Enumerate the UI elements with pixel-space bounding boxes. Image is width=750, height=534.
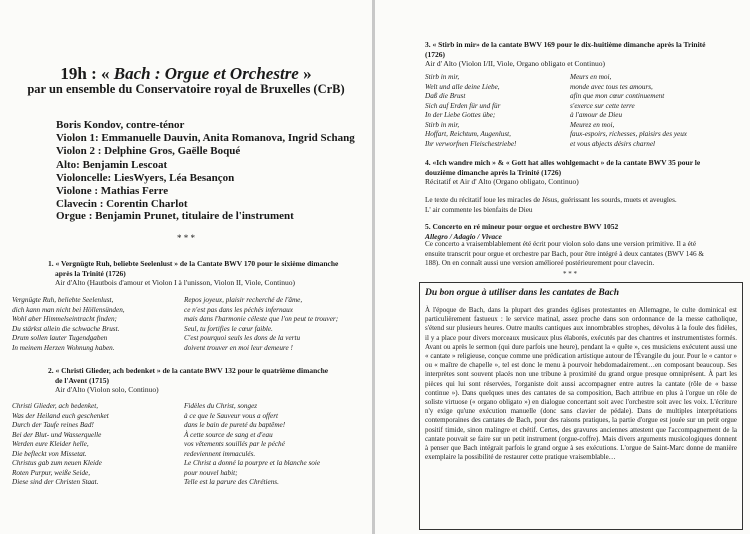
piece-1-french-text <box>184 296 370 353</box>
piece-5-heading <box>425 222 745 241</box>
piece-3-heading <box>425 40 745 69</box>
lyric-line: Die befleckt von Missetat. <box>12 449 87 458</box>
title-main: Bach : Orgue et Orchestre <box>113 64 299 83</box>
lyric-line: Le Christ a donné la pourpre et la blanche soie <box>184 459 321 467</box>
piece-4-occasion: douzième dimanche après la Trinité (1726) <box>425 167 562 177</box>
piece-2-heading <box>48 366 368 395</box>
lyric-line: Ihr verworfnen Fleischestriebe! <box>425 139 517 148</box>
lyric-line: Drum sollen lauter Tugendgaben <box>12 334 108 342</box>
lyric-line: dans le bain de pureté du baptême! <box>184 421 286 429</box>
piece-5-tempo: Allegro / Adagio / Vivace <box>425 231 502 241</box>
piece-5-description <box>425 240 745 269</box>
lyric-line: monde avec tous tes amours, <box>570 82 653 91</box>
description-line: L' air commente les bienfaits de Dieu <box>425 205 533 214</box>
lyric-line: à l'amour de Dieu <box>570 111 623 119</box>
lyric-line: faux-espoirs, richesses, plaisirs des yeux <box>570 130 687 138</box>
lyric-line: à ce que le Sauveur vous a offert <box>184 411 279 420</box>
piece-1-title: 1. « Vergnügte Ruh, beliebte Seelenlust » de la Cantate BWV 170 pour le sixième dimanche <box>48 259 339 268</box>
lyric-line: redeviennent immaculés. <box>184 449 256 458</box>
lyric-line: Roten Purpur, weiße Seide, <box>12 468 91 477</box>
lyric-line: Diese sind der Christen Staat. <box>12 478 99 486</box>
lyric-line: vos vêtements souillés par le péché <box>184 440 285 448</box>
lyric-line: In der Liebe Gottes übe; <box>425 111 496 119</box>
separator-stars: * * * <box>177 233 195 243</box>
left-page <box>0 0 372 534</box>
essay-title: Du bon orgue à utiliser dans les cantates de Bach <box>425 288 619 298</box>
piece-4-scoring: Récitatif et Air d' Alto (Organo obligato, Continuo) <box>425 177 579 187</box>
piece-3-german-text <box>425 73 575 149</box>
description-line: Le texte du récitatif loue les miracles de Jésus, guérissant les sourds, muets et aveugles. <box>425 196 677 204</box>
piece-3-french-text <box>570 73 748 149</box>
lyric-line: Telle est la parure des Chrétiens. <box>184 478 279 486</box>
piece-2-title: 2. « Christi Glieder, ach bedenket » de la cantate BWV 132 pour le quatrième dimanche <box>48 366 329 375</box>
performer-line: Clavecin : Corentin Charlot <box>56 198 188 211</box>
piece-3-occasion: (1726) <box>425 49 445 59</box>
lyric-line: Repos joyeux, plaisir recherché de l'âme, <box>184 296 303 304</box>
performers-list <box>56 119 355 211</box>
piece-2-scoring: Air d'Alto (Violon solo, Continuo) <box>55 385 159 395</box>
lyric-line: Daß die Brust <box>425 92 466 100</box>
concert-subtitle: par un ensemble du Conservatoire royal de Bruxelles (CrB) <box>27 82 345 96</box>
lyric-line: Meurez en moi, <box>570 120 615 129</box>
lyric-line: s'exerce sur cette terre <box>570 101 635 110</box>
lyric-line: À cette source de sang et d'eau <box>184 430 273 439</box>
lyric-line: Stirb in mir, <box>425 120 460 129</box>
lyric-line: Sich auf Erden für und für <box>425 101 501 110</box>
piece-3-title: 3. « Stirb in mir» de la cantate BWV 169 pour le dix-huitième dimanche après la Trinité <box>425 40 706 49</box>
lyric-line: Christus gab zum neuen Kleide <box>12 459 102 467</box>
lyric-line: dich kann man nicht bei Höllensünden, <box>12 305 125 314</box>
piece-1-scoring: Air d'Alto (Hautbois d'amour et Violon I à l'unisson, Violon II, Viole, Continuo) <box>55 278 295 288</box>
lyric-line: Hoffart, Reichtum, Augenlust, <box>425 130 511 138</box>
piece-1-occasion: après la Trinité (1726) <box>55 268 126 278</box>
performer-line: Boris Kondov, contre-ténor <box>56 119 185 131</box>
performer-line: Alto: Benjamin Lescoat <box>56 158 168 171</box>
lyric-line: Stirb in mir, <box>425 73 460 81</box>
piece-4-title: 4. «Ich wandre mich » & « Gott hat alles wohlgemacht » de la cantate BWV 35 pour le <box>425 158 701 167</box>
title-prefix: 19h : « <box>60 64 114 83</box>
title-suffix: » <box>298 64 312 83</box>
concert-title <box>0 64 372 83</box>
piece-1-german-text <box>12 296 182 353</box>
lyric-line: afin que mon cœur continuement <box>570 92 665 100</box>
piece-3-scoring: Air d' Alto (Violon I/II, Viole, Organo obligato et Continuo) <box>425 59 605 69</box>
lyric-line: Welt und alle deine Liebe, <box>425 82 500 91</box>
lyric-line: Christi Glieder, ach bedenket, <box>12 402 99 410</box>
lyric-line: Bei der Blut- und Wasserquelle <box>12 430 102 439</box>
organist-line: Orgue : Benjamin Prunet, titulaire de l'instrument <box>56 210 294 222</box>
description-line: 188). On en connaît aussi une version amélioreé postérieurement pour clavecin. <box>425 259 655 268</box>
lyric-line: Seul, tu fortifies le cœur faible. <box>184 324 273 333</box>
description-line: Ce concerto a vraisemblablement été écrit pour violon solo dans une version primitive. Il a été <box>425 240 697 248</box>
piece-4-description <box>425 196 745 215</box>
lyric-line: mais dans l'harmonie céleste que l'on peut te trouver; <box>184 315 339 323</box>
lyric-line: doivent trouver en moi leur demeure ! <box>184 343 293 352</box>
description-line: ensuite transcrit pour orgue et orchestre par Bach, pour être intégré à deux cantates (BWV 146 & <box>425 249 704 258</box>
piece-1-heading <box>48 259 368 288</box>
performer-line: Violone : Mathias Ferre <box>56 185 169 198</box>
lyric-line: Du stärkst allein die schwache Brust. <box>12 324 120 333</box>
lyric-line: ce n'est pas dans les péchés infernaux <box>184 305 293 314</box>
separator-stars: * * * <box>563 270 577 278</box>
lyric-line: Durch der Taufe reines Bad! <box>12 421 94 429</box>
lyric-line: Meurs en moi, <box>570 73 612 81</box>
piece-4-heading <box>425 158 745 187</box>
performer-line: Violon 2 : Delphine Gros, Gaëlle Boqué <box>56 145 241 158</box>
lyric-line: Was der Heiland euch geschenket <box>12 411 109 420</box>
lyric-line: Vergnügte Ruh, beliebte Seelenlust, <box>12 296 114 304</box>
piece-5-title: 5. Concerto en ré mineur pour orgue et orchestre BWV 1052 <box>425 222 619 231</box>
piece-2-french-text <box>184 402 370 488</box>
piece-2-occasion: de l'Avent (1715) <box>55 375 110 385</box>
performer-line: Violon 1: Emmanuelle Dauvin, Anita Romanova, Ingrid Schang <box>56 132 355 145</box>
lyric-line: Wohl aber Himmelseintracht finden; <box>12 315 117 323</box>
lyric-line: et vous abjects désirs charnel <box>570 139 656 148</box>
lyric-line: In meinem Herzen Wohnung haben. <box>12 343 115 352</box>
lyric-line: pour nouvel habit; <box>184 468 238 477</box>
lyric-line: Fidèles du Christ, songez <box>184 402 258 410</box>
essay-body: À l'époque de Bach, dans la plupart des grandes églises protestantes en Allemagne, le culte dominical est particulièrement fastueux : le service matinal, assez proche dans son ordonnance de la messe catholique, s'étend sur plusieurs heures. Outre maults cantiques aux innombrables strophes, dévolus à la foule des fidèles, il y a place pour divers morceaux musicaux plus élaborés, exécutés par des chantres et instrumentistes formés. Avant ou après le sermon (qui dure parfois une heure), pendant la « quête », ces musiciens exécutent aussi une « cantate » religieuse, conçue comme une prédication artistique autour de l'Évangile du jour. Pour le « cantor » ou « maître de chapelle », tel est donc le menu à pourvoir hebdomadairement…en composant beaucoup. Ses interprètes sont souvent placés non une tribune à proximité du grand orgue presque omniprésent. À part les pièces qui lui sont réservées, l'organiste doit aussi accompagner entre autres la cantate (rôle de « basse continue »). Dans quelques unes des cantates de sa composition, Bach attribue en plus à l'orgue un rôle de soliste virtuose (« organo obligato ») en dialogue concertant soit avec l'orchestre soit avec les voix. L'écriture n'y exige qu'une exécution manuelle (donc sans clavier de pédale). Dans de multiples interprétations contemporaines des cantates de Bach, pour des raisons pratiques, la partie d'orgue est jouée sur un petit orgue positif timide, sinon malingre et chétif. Certes, des gravures anciennes attestent que l'accompagnement de la cantate pouvait se faire sur un petit instrument (orgue-coffre). Mais divers arguments musicologiques donnent à penser que Bach intégrait parfois le grand orgue à ses exécutions. L'orgue de Saint-Marc donne de manière exemplaire la possibilité de restaurer cette pratique vraisemblable… <box>425 306 737 462</box>
lyric-line: Werden eure Kleider helle, <box>12 440 89 448</box>
performer-line: Violoncelle: LiesWyers, Léa Besançon <box>56 171 235 184</box>
lyric-line: C'est pourquoi seuls les dons de la vertu <box>184 334 301 342</box>
piece-2-german-text <box>12 402 182 488</box>
